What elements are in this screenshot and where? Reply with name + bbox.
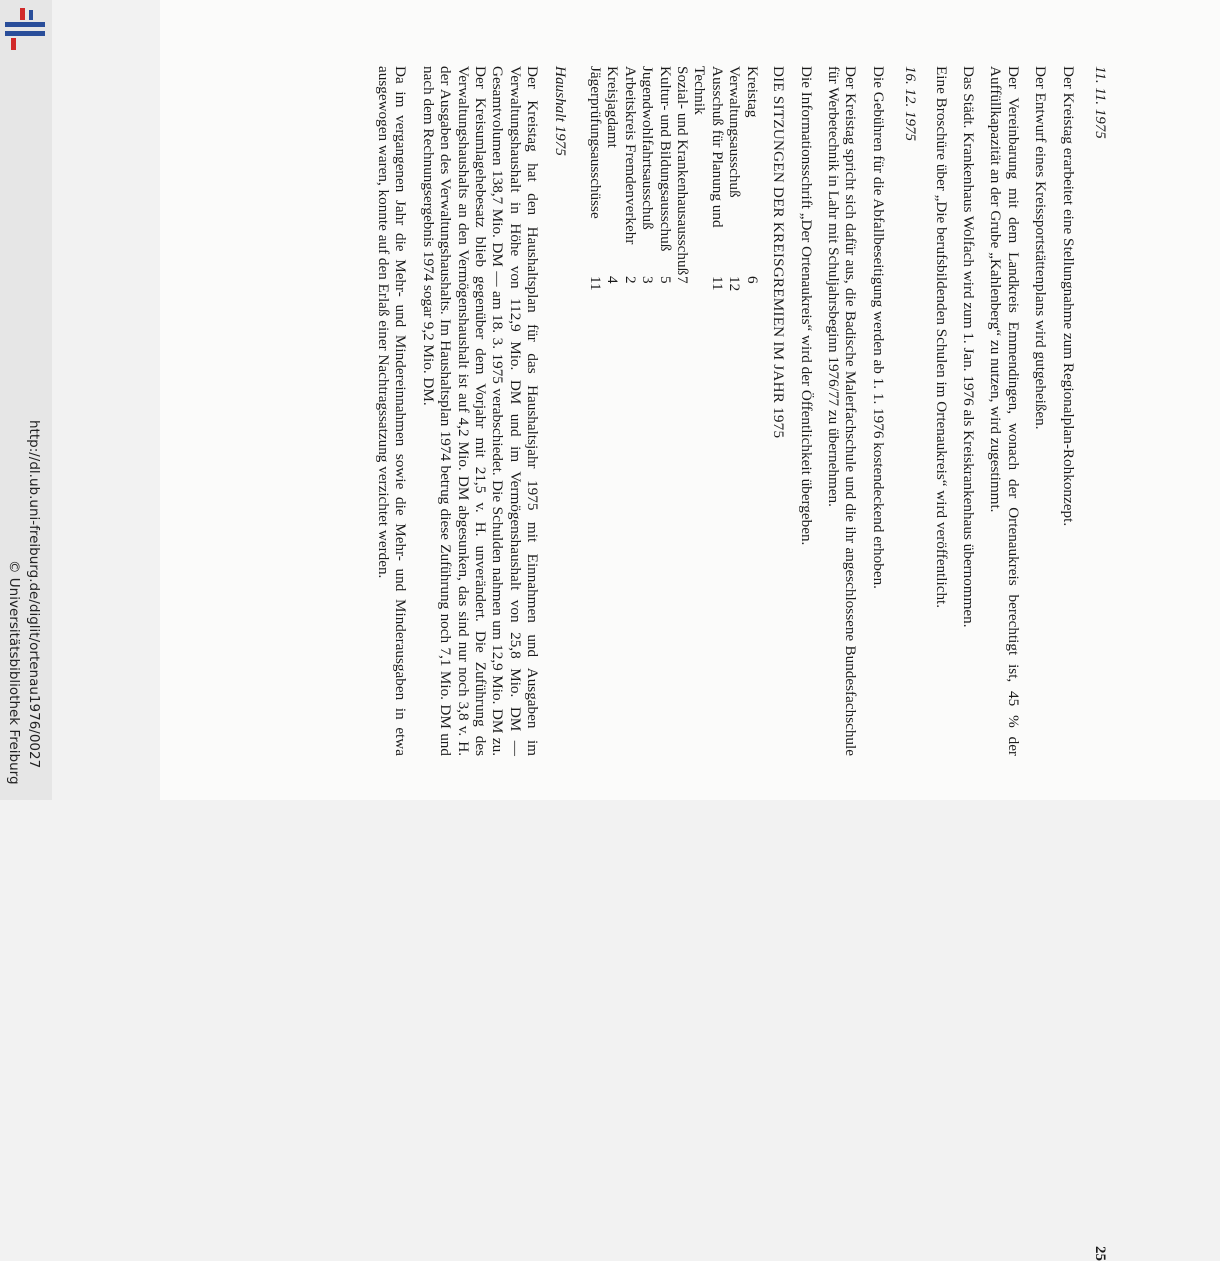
committee-name: Ausschuß für Planung und Technik bbox=[691, 66, 726, 228]
meeting-count: 4 bbox=[604, 276, 622, 284]
section-heading: DIE SITZUNGEN DER KREISGREMIEN IM JAHR 1975 bbox=[770, 66, 788, 439]
committee-name: Jägerprüfungsausschüsse bbox=[587, 66, 605, 219]
table-row bbox=[604, 66, 621, 316]
meeting-count: 11 bbox=[708, 276, 726, 291]
paragraph: Die Informationsschrift „Der Ortenaukreis“ wird der Öffentlichkeit übergeben. bbox=[797, 66, 815, 546]
table-row bbox=[656, 66, 673, 316]
page-number: 25 bbox=[1092, 1246, 1108, 1261]
meeting-count: 3 bbox=[639, 276, 657, 284]
committee-name: Kultur- und Bildungsausschuß bbox=[656, 66, 674, 252]
paragraph: Eine Broschüre über „Die berufsbildenden Schulen im Ortenaukreis“ wird veröffentlicht. bbox=[932, 66, 950, 609]
table-row bbox=[726, 66, 743, 316]
paragraph: Der Entwurf eines Kreissportstättenplans wird gutgeheißen. bbox=[1032, 66, 1050, 430]
paragraph: Der Kreistag erarbeitet eine Stellungnahme zum Regionalplan-Rohkonzept. bbox=[1059, 66, 1077, 527]
library-logo-icon bbox=[3, 8, 45, 50]
table-row bbox=[691, 66, 726, 316]
committee-name: Sozial- und Krankenhausausschuß bbox=[674, 66, 692, 276]
table-row bbox=[639, 66, 656, 316]
copyright-notice: © Universitätsbibliothek Freiburg bbox=[6, 560, 22, 785]
paragraph: Das Städt. Krankenhaus Wolfach wird zum 1. Jan. 1976 als Kreiskrankenhaus übernommen. bbox=[959, 66, 977, 628]
meeting-count: 7 bbox=[674, 276, 692, 284]
paragraph: Da im vergangenen Jahr die Mehr- und Mindereinnahmen sowie die Mehr- und Minderausgaben in etwa ausgewogen waren, konnte auf den Erlaß einer Nachtragssatzung verzichtet werden. bbox=[375, 66, 410, 756]
meeting-count: 6 bbox=[743, 276, 761, 284]
page-content bbox=[148, 66, 1108, 1261]
paragraph: Die Gebühren für die Abfallbeseitigung werden ab 1. 1. 1976 kostendeckend erhoben. bbox=[869, 66, 887, 589]
meeting-count: 11 bbox=[587, 276, 605, 291]
meeting-date: 11. 11. 1975 bbox=[1092, 66, 1108, 139]
section-title: Haushalt 1975 bbox=[551, 66, 569, 156]
meeting-count: 2 bbox=[621, 276, 639, 284]
committee-name: Kreisjagdamt bbox=[604, 66, 622, 148]
committee-name: Kreistag bbox=[743, 66, 761, 118]
committee-name: Verwaltungsausschuß bbox=[726, 66, 744, 198]
paragraph: Der Vereinbarung mit dem Landkreis Emmendingen, wonach der Ortenaukreis berechtigt ist, 45 % der Auffüllkapazität an der Grube „Kahlenberg“ zu nutzen, wird zugestimmt. bbox=[987, 66, 1022, 756]
source-url-link[interactable]: http://dl.ub.uni-freiburg.de/diglit/ortenau1976/0027 bbox=[26, 420, 42, 769]
table-row bbox=[743, 66, 760, 316]
committee-name: Arbeitskreis Fremdenverkehr bbox=[621, 66, 639, 245]
table-row bbox=[587, 66, 604, 316]
meeting-count: 12 bbox=[726, 276, 744, 292]
meeting-count: 5 bbox=[656, 276, 674, 284]
meeting-date: 16. 12. 1975 bbox=[902, 66, 919, 141]
table-row bbox=[621, 66, 638, 316]
table-row bbox=[674, 66, 691, 316]
paragraph: Der Kreistag spricht sich dafür aus, die Badische Malerfachschule und die ihr angeschlossene Bundesfachschule für Werbetechnik in Lahr mit Schuljahrsbeginn 1976/77 zu übernehmen. bbox=[824, 66, 860, 756]
paragraph: Der Kreistag hat den Haushaltsplan für das Haushaltsjahr 1975 mit Einnahmen und Ausgaben im Verwaltungshaushalt in Höhe von 112,9 Mio. DM und im Vermögenshaushalt von 25,8 Mio. DM — Gesamtvolumen 138,7 Mio. DM — am 18. 3. 1975 verabschiedet. Die Schulden nahmen um 12,9 Mio. DM zu. Der Kreisumlagehebesatz blieb gegenüber dem Vorjahr mit 21,5 v. H. unverändert. Die Zuführung des Verwaltungshaushalts an den Vermögenshaushalt ist auf 4,2 Mio. DM abgesunken, das sind nur noch 3,8 v. H. der Ausgaben des Verwaltungshaushalts. Im Haushaltsplan 1974 betrug diese Zuführung noch 7,1 Mio. DM und nach dem Rechnungsergebnis 1974 sogar 9,2 Mio. DM. bbox=[419, 66, 542, 756]
committee-name: Jugendwohlfahrtsausschuß bbox=[639, 66, 657, 230]
committee-table bbox=[587, 66, 761, 316]
sidebar bbox=[0, 0, 52, 800]
